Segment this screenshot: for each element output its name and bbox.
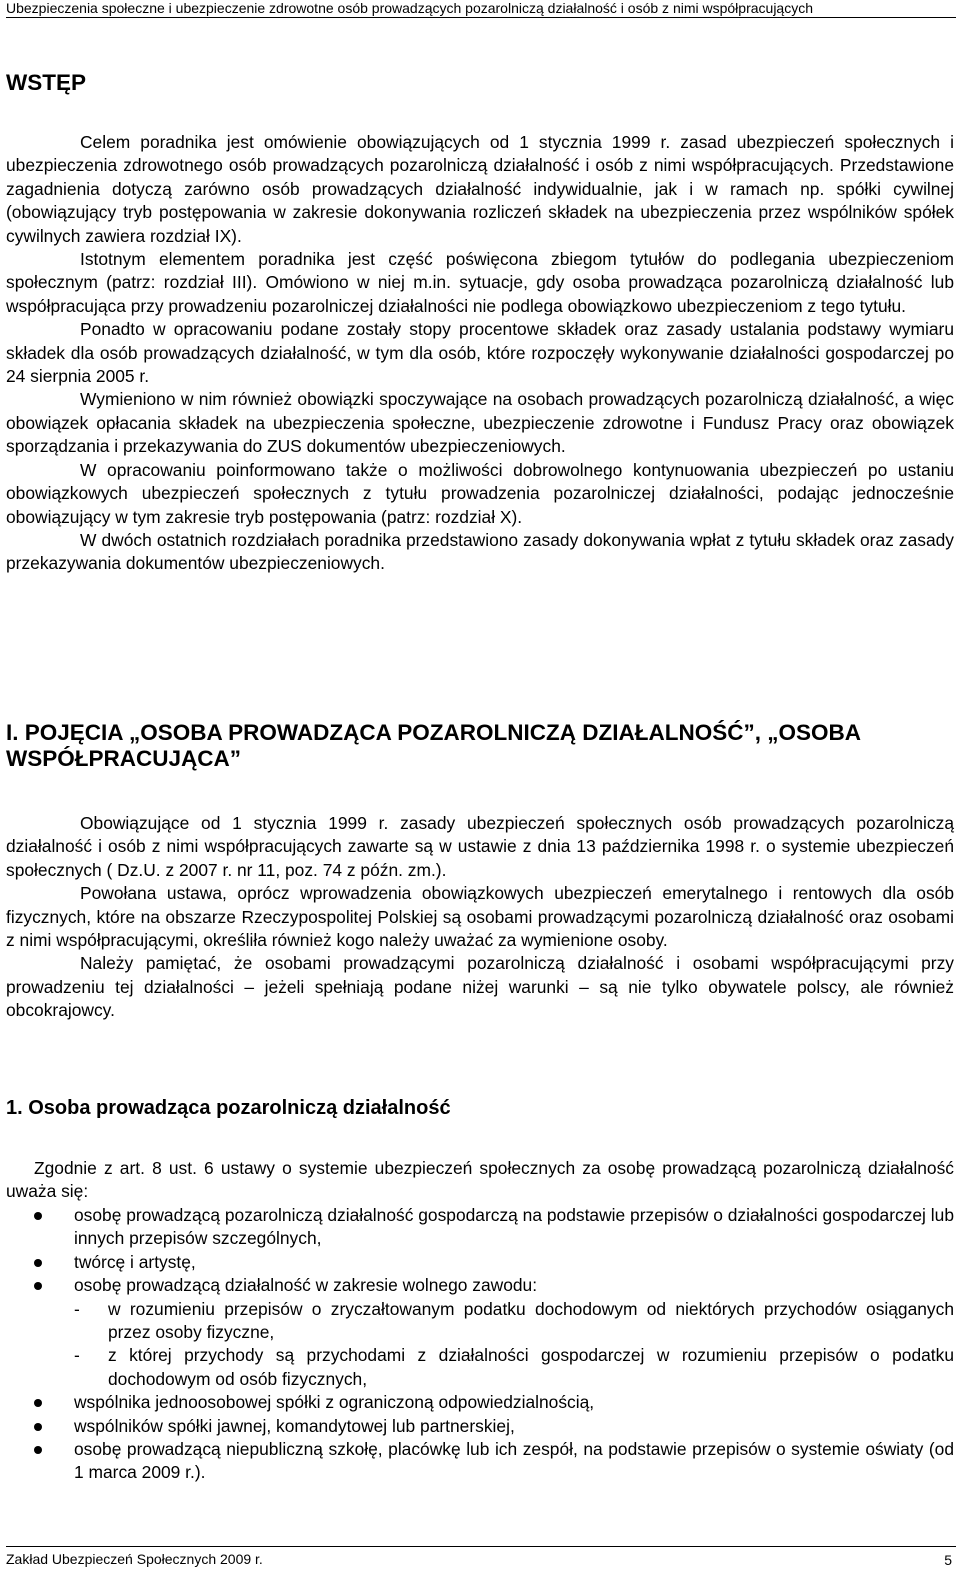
sub-list-item: - z której przychody są przychodami z działalności gospodarczej w rozumieniu przepisów o podatku dochodowym od osób fizycznych,	[74, 1345, 954, 1389]
list-item: osobę prowadzącą pozarolniczą działalność gospodarczą na podstawie przepisów o działalności gospodarczej lub innych przepisów szczególnych,	[6, 1204, 954, 1251]
dash-marker: -	[74, 1298, 80, 1319]
bullet-icon	[34, 1446, 42, 1454]
chapter-paragraph: Powołana ustawa, oprócz wprowadzenia obowiązkowych ubezpieczeń emerytalnego i rentowych dla osób fizycznych, które na obszarze Rzeczypospolitej Polskiej są osobami prowadzącymi pozarolniczą działalność oraz osobami z nimi współpracującymi, określiła również kogo należy uważać za wymienione osoby.	[6, 883, 954, 951]
intro-heading: WSTĘP	[6, 70, 87, 95]
bullet-icon	[34, 1423, 42, 1431]
section-heading: 1. Osoba prowadząca pozarolniczą działalność	[6, 1097, 451, 1119]
list-item: wspólników spółki jawnej, komandytowej lub partnerskiej,	[6, 1415, 954, 1438]
running-header: Ubezpieczenia społeczne i ubezpieczenie zdrowotne osób prowadzących pozarolniczą działalność i osób z nimi współpracujących	[6, 0, 813, 16]
footer-divider	[6, 1546, 956, 1547]
intro-paragraph: Wymieniono w nim również obowiązki spoczywające na osobach prowadzących pozarolniczą działalność, a więc obowiązek opłacania składek na ubezpieczenia społeczne, ubezpieczenie zdrowotne i Fundusz Pracy oraz obowiązek sporządzania i przekazywania do ZUS dokumentów ubezpieczeniowych.	[6, 389, 954, 457]
page-number: 5	[944, 1552, 952, 1568]
bullet-icon	[34, 1212, 42, 1220]
intro-paragraph: Ponadto w opracowaniu podane zostały stopy procentowe składek oraz zasady ustalania podstawy wymiaru składek dla osób prowadzących działalność, w tym dla osób, które rozpoczęły wykonywanie działalności gospodarczej po 24 sierpnia 2005 r.	[6, 319, 954, 387]
list-item: twórcę i artystę,	[6, 1251, 954, 1274]
section-lead	[6, 1157, 954, 1204]
list-item: osobę prowadzącą działalność w zakresie wolnego zawodu:	[6, 1274, 954, 1297]
header-divider	[6, 17, 956, 18]
bullet-icon	[34, 1399, 42, 1407]
footer-publisher: Zakład Ubezpieczeń Społecznych 2009 r.	[6, 1551, 263, 1567]
dash-marker: -	[74, 1345, 80, 1366]
list-item: osobę prowadzącą niepubliczną szkołę, placówkę lub ich zespół, na podstawie przepisów o systemie oświaty (od 1 marca 2009 r.).	[6, 1438, 954, 1485]
chapter-text	[6, 812, 954, 1023]
sub-list-item: - w rozumieniu przepisów o zryczałtowanym podatku dochodowym od niektórych przychodów osiąganych przez osoby fizyczne,	[74, 1298, 954, 1343]
list-item: wspólnika jednoosobowej spółki z ograniczoną odpowiedzialnością,	[6, 1391, 954, 1414]
chapter-paragraph: Obowiązujące od 1 stycznia 1999 r. zasady ubezpieczeń społecznych osób prowadzących pozarolniczą działalność i osób z nimi współpracujących zawarte są w ustawie z dnia 13 października 1998 r. o systemie ubezpieczeń społecznych ( Dz.U. z 2007 r. nr 11, poz. 74 z późn. zm.).	[6, 813, 954, 880]
intro-paragraph: Celem poradnika jest omówienie obowiązujących od 1 stycznia 1999 r. zasad ubezpieczeń społecznych i ubezpieczenia zdrowotnego osób prowadzących pozarolniczą działalność i osób z nimi współpracujących. Przedstawione zagadnienia dotyczą zarówno osób prowadzących działalność indywidualnie, jak i w ramach np. spółki cywilnej (obowiązujący tryb postępowania w zakresie dokonywania rozliczeń składek na ubezpieczenia przez wspólników spółek cywilnych zawiera rozdział IX).	[6, 132, 954, 246]
definition-list	[6, 1204, 954, 1485]
chapter-paragraph: Należy pamiętać, że osobami prowadzącymi pozarolniczą działalność i osobami współpracującymi przy prowadzeniu tej działalności – jeżeli spełniają podane niżej warunki – są nie tylko obywatele polscy, ale również obcokrajowcy.	[6, 953, 954, 1021]
intro-paragraph: Istotnym elementem poradnika jest część poświęcona zbiegom tytułów do podlegania ubezpieczeniom społecznym (patrz: rozdział III). Omówiono w niej m.in. sytuacje, gdy osoba prowadząca pozarolniczą działalność lub współpracująca przy prowadzeniu pozarolniczej działalności nie podlega obowiązkowo ubezpieczeniom z tego tytułu.	[6, 249, 954, 316]
bullet-icon	[34, 1259, 42, 1267]
chapter-heading: I. POJĘCIA „OSOBA PROWADZĄCA POZAROLNICZĄ DZIAŁALNOŚĆ”, „OSOBA WSPÓŁPRACUJĄCA”	[6, 720, 861, 771]
intro-paragraph: W opracowaniu poinformowano także o możliwości dobrowolnego kontynuowania ubezpieczeń po ustaniu obowiązkowych ubezpieczeń społecznych z tytułu prowadzenia pozarolniczej działalności, podając jednocześnie obowiązujący w tym zakresie tryb postępowania (patrz: rozdział X).	[6, 459, 954, 527]
intro-text	[6, 131, 954, 576]
bullet-icon	[34, 1282, 42, 1290]
intro-paragraph: W dwóch ostatnich rozdziałach poradnika przedstawiono zasady dokonywania wpłat z tytułu składek oraz zasady przekazywania dokumentów ubezpieczeniowych.	[6, 529, 954, 574]
section-lead-text: Zgodnie z art. 8 ust. 6 ustawy o systemie ubezpieczeń społecznych za osobę prowadzącą pozarolniczą działalność uważa się:	[6, 1158, 954, 1202]
